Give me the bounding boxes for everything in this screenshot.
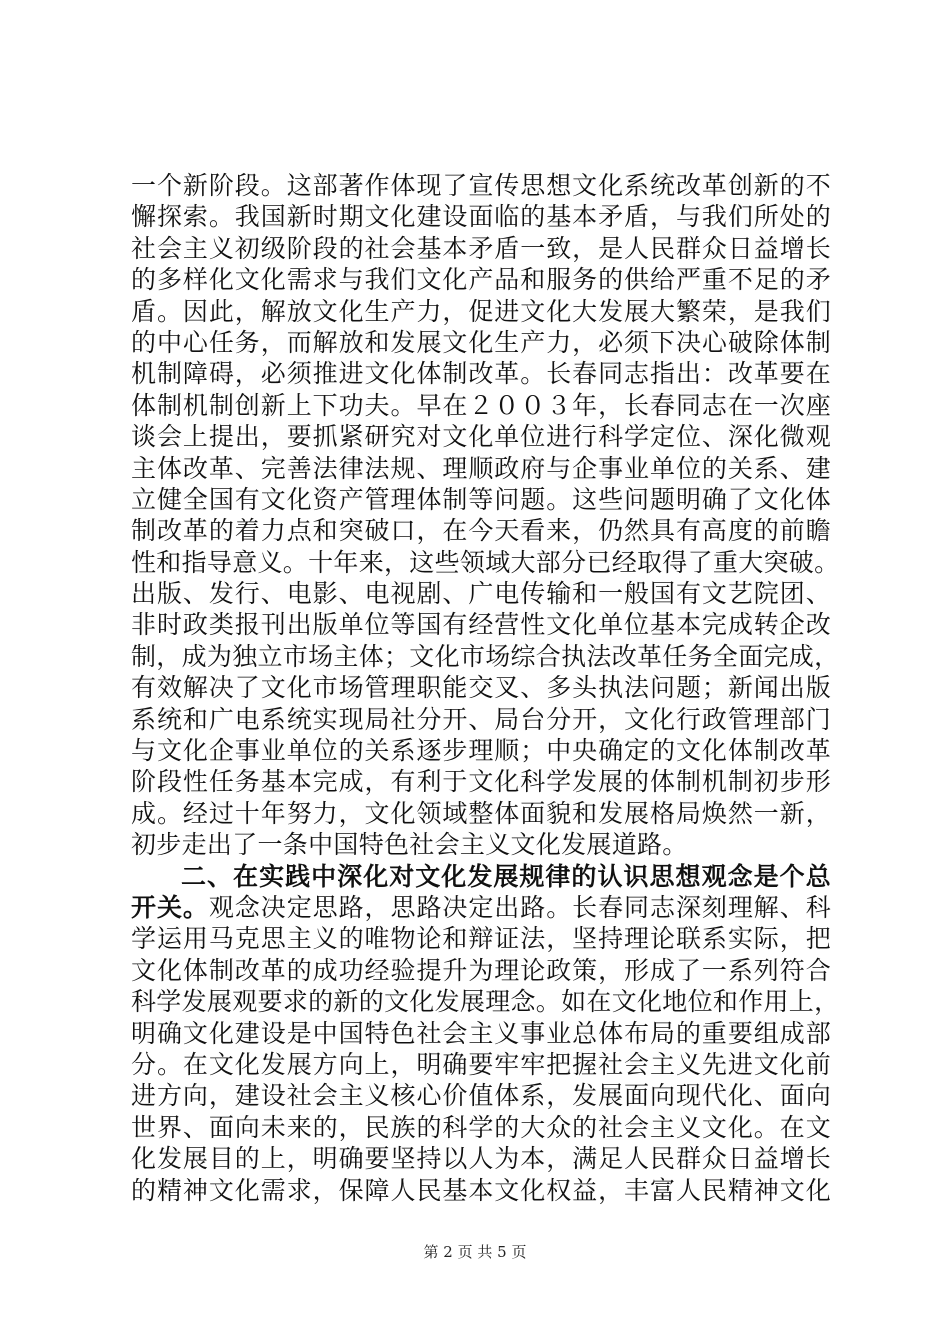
text-line: 系统和广电系统实现局社分开、局台分开，文化行政管理部门: [131, 704, 831, 734]
text-line: 体制机制创新上下功夫。早在２００３年，长春同志在一次座: [131, 390, 831, 420]
text-line: [131, 892, 831, 923]
text-line-rest: 观念决定思路，思路决定出路。长春同志深刻理解、科: [208, 892, 832, 922]
page-number-footer: 第 2 页 共 5 页: [423, 1243, 527, 1261]
text-line: 制，成为独立市场主体；文化市场综合执法改革任务全面完成，: [131, 641, 840, 671]
text-line: 明确文化建设是中国特色社会主义事业总体布局的重要组成部: [131, 1018, 831, 1048]
text-line: 制改革的着力点和突破口，在今天看来，仍然具有高度的前瞻: [131, 516, 831, 546]
text-line: 社会主义初级阶段的社会基本矛盾一致，是人民群众日益增长: [131, 233, 831, 263]
text-line: 主体改革、完善法律法规、理顺政府与企事业单位的关系、建: [131, 453, 831, 483]
text-line: 成。经过十年努力，文化领域整体面貌和发展格局焕然一新，: [131, 798, 831, 828]
text-line: 懈探索。我国新时期文化建设面临的基本矛盾，与我们所处的: [131, 202, 831, 232]
text-line: 性和指导意义。十年来，这些领域大部分已经取得了重大突破。: [131, 547, 840, 577]
text-line: 谈会上提出，要抓紧研究对文化单位进行科学定位、深化微观: [131, 422, 831, 452]
text-line: 的精神文化需求，保障人民基本文化权益，丰富人民精神文化: [131, 1175, 831, 1205]
text-line: 初步走出了一条中国特色社会主义文化发展道路。: [131, 830, 688, 860]
text-line: 非时政类报刊出版单位等国有经营性文化单位基本完成转企改: [131, 610, 831, 640]
text-line: 与文化企事业单位的关系逐步理顺；中央确定的文化体制改革: [131, 736, 831, 766]
section-heading-end: 开关。: [131, 892, 209, 922]
text-line: 机制障碍，必须推进文化体制改革。长春同志指出：改革要在: [131, 359, 831, 389]
text-line: 的中心任务，而解放和发展文化生产力，必须下决心破除体制: [131, 327, 831, 357]
text-line: 盾。因此，解放文化生产力，促进文化大发展大繁荣，是我们: [131, 296, 831, 326]
text-line: 出版、发行、电影、电视剧、广电传输和一般国有文艺院团、: [131, 579, 831, 609]
text-line: 阶段性任务基本完成，有利于文化科学发展的体制机制初步形: [131, 767, 831, 797]
text-line: 文化体制改革的成功经验提升为理论政策，形成了一系列符合: [131, 955, 831, 985]
text-line: 世界、面向未来的，民族的科学的大众的社会主义文化。在文: [131, 1112, 831, 1142]
text-line: 的多样化文化需求与我们文化产品和服务的供给严重不足的矛: [131, 265, 831, 295]
body-text: [131, 170, 840, 1206]
text-line: 立健全国有文化资产管理体制等问题。这些问题明确了文化体: [131, 484, 831, 514]
text-line: 科学发展观要求的新的文化发展理念。如在文化地位和作用上，: [131, 987, 840, 1017]
text-line: 一个新阶段。这部著作体现了宣传思想文化系统改革创新的不: [131, 171, 831, 200]
text-line: 进方向，建设社会主义核心价值体系，发展面向现代化、面向: [131, 1081, 831, 1111]
section-heading-line: 二、在实践中深化对文化发展规律的认识思想观念是个总: [181, 861, 831, 891]
text-line: 有效解决了文化市场管理职能交叉、多头执法问题；新闻出版: [131, 673, 831, 703]
text-line: 分。在文化发展方向上，明确要牢牢把握社会主义先进文化前: [131, 1049, 831, 1079]
text-line: 化发展目的上，明确要坚持以人为本，满足人民群众日益增长: [131, 1144, 831, 1174]
text-line: 学运用马克思主义的唯物论和辩证法，坚持理论联系实际，把: [131, 924, 831, 954]
